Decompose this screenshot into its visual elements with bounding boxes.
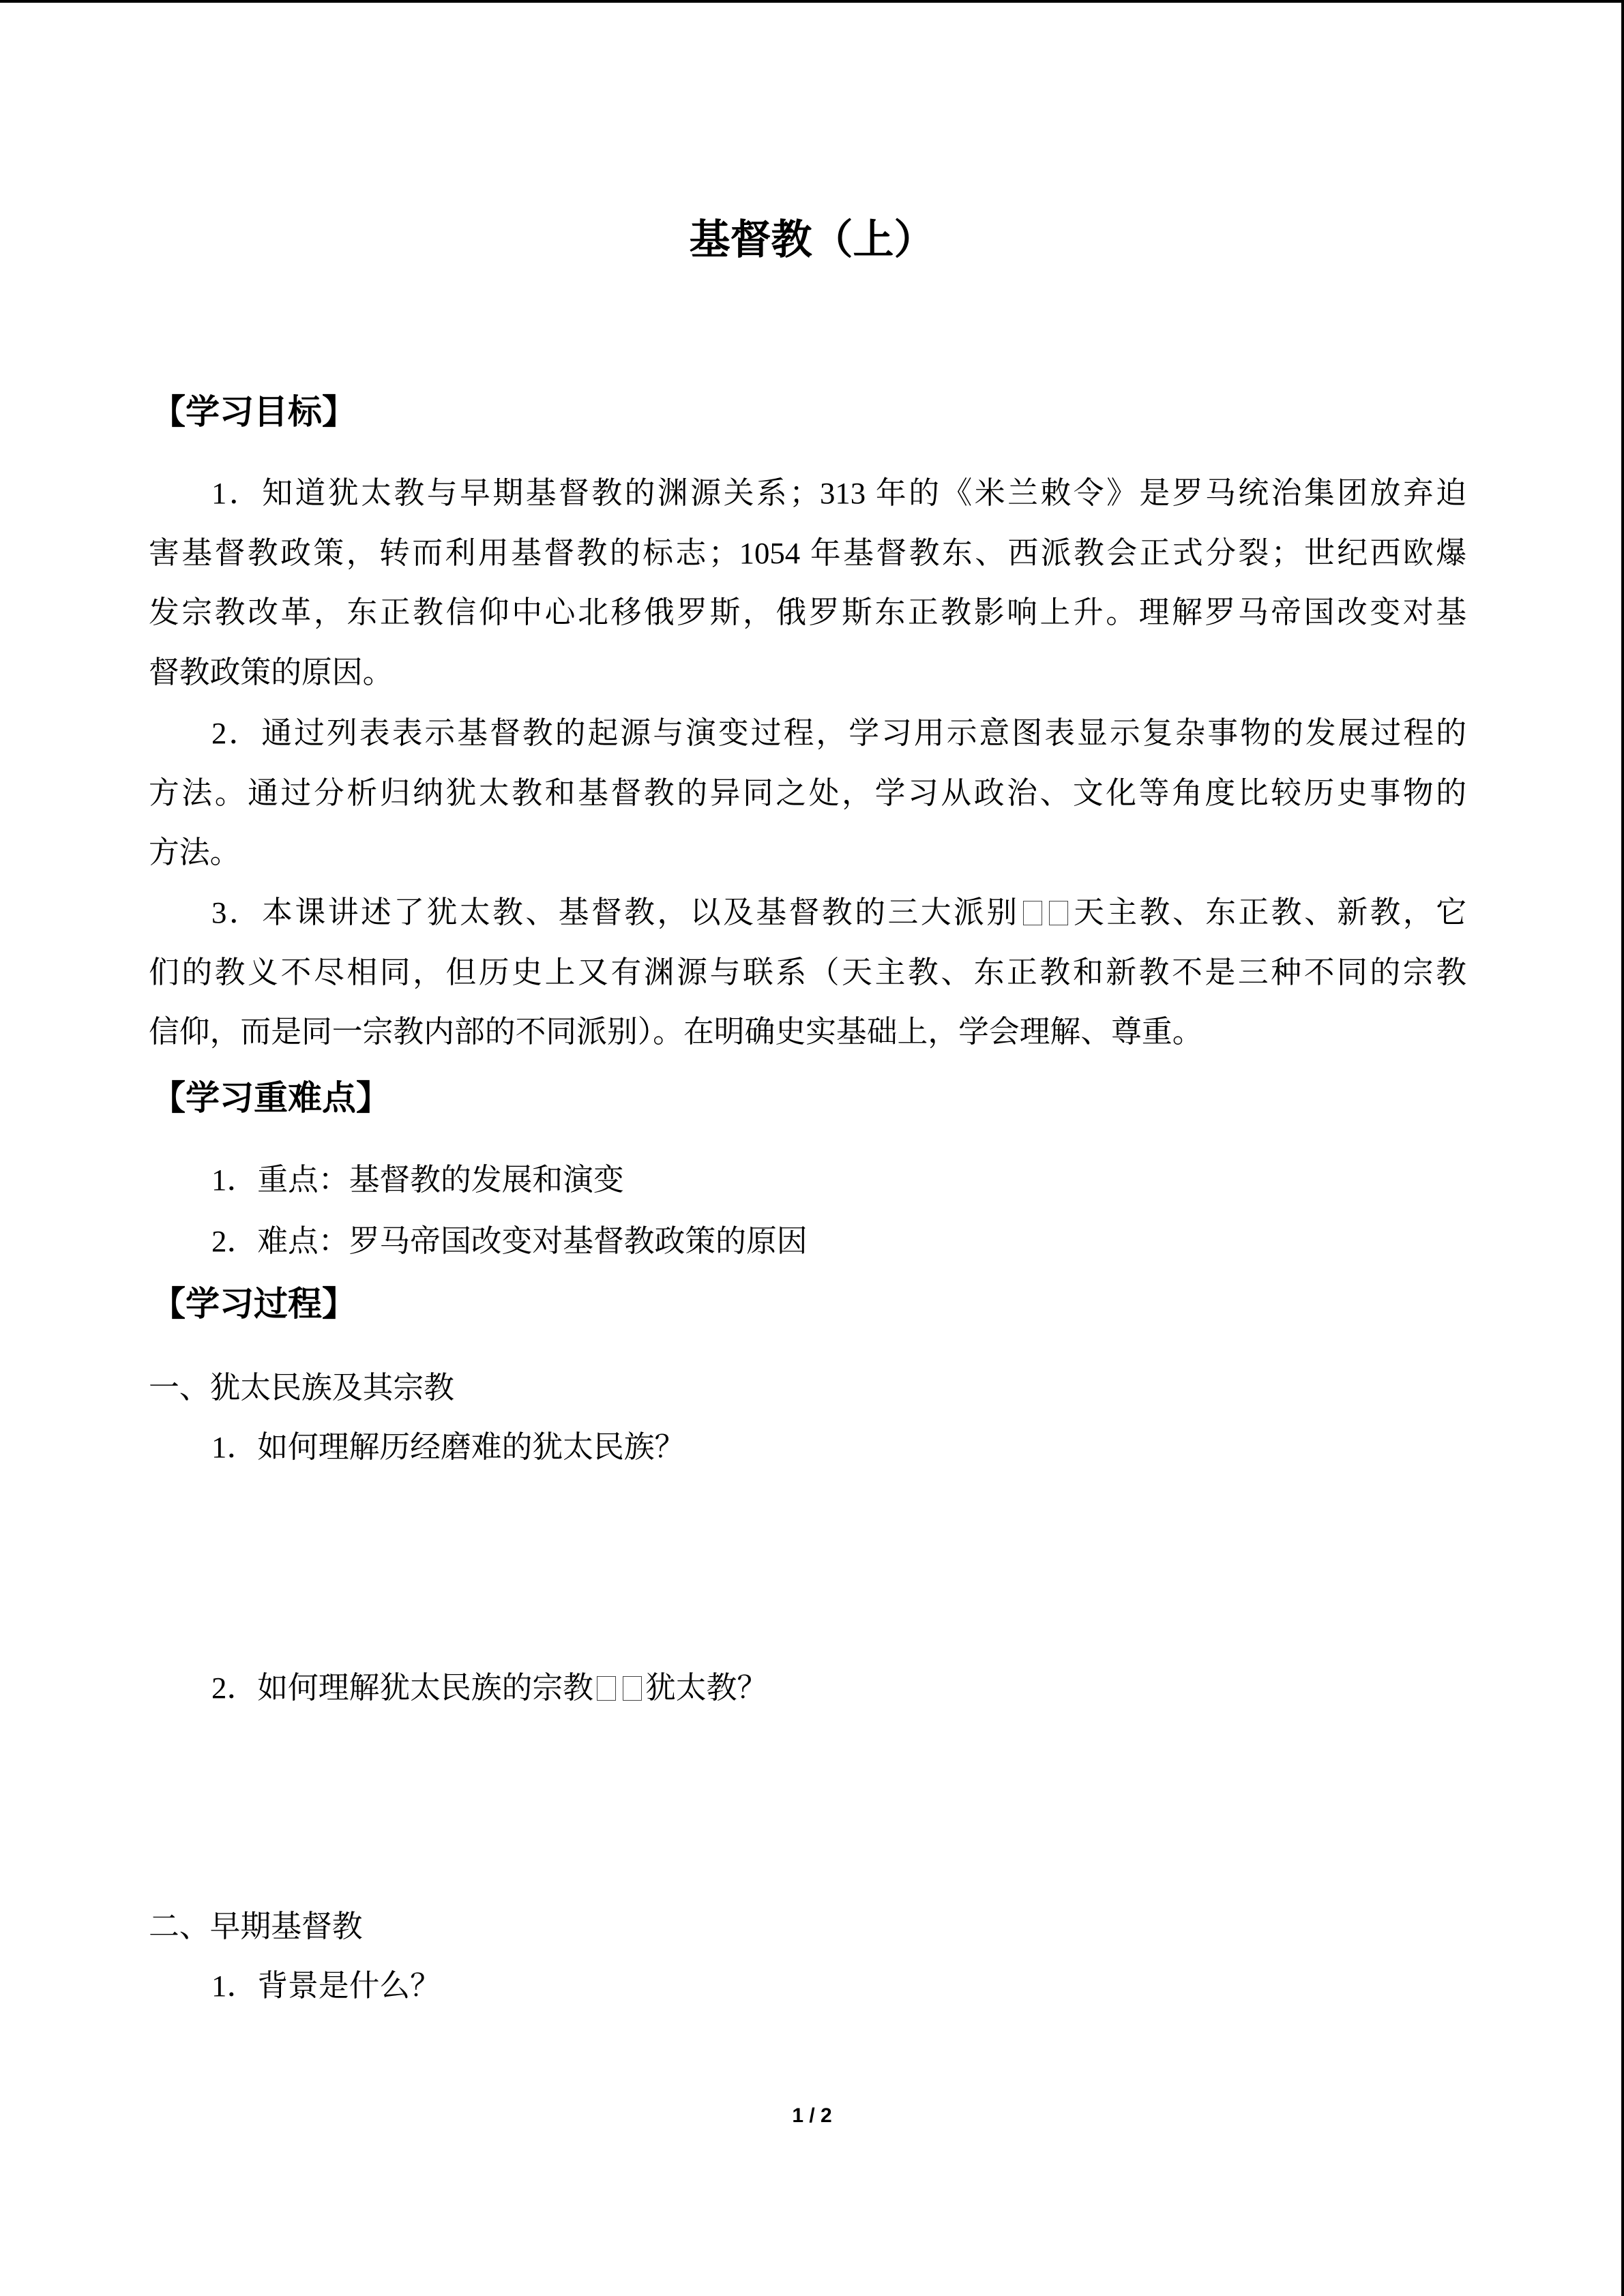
key-point-item: 1．重点：基督教的发展和演变 <box>211 1163 624 1197</box>
paragraph-line: 信仰，而是同一宗教内部的不同派别）。在明确史实基础上，学会理解、尊重。 <box>149 1015 1203 1049</box>
document-title: 基督教（上） <box>689 218 935 263</box>
section-heading-key-points: 【学习重难点】 <box>151 1079 390 1117</box>
subsection-title-jewish-people: 一、犹太民族及其宗教 <box>149 1371 454 1405</box>
page-frame-right-border <box>1621 0 1624 2296</box>
missing-glyph-box <box>1023 901 1042 925</box>
text-part: 犹太教？ <box>645 1671 768 1705</box>
paragraph-line: 督教政策的原因。 <box>149 655 394 690</box>
text-part: 2．如何理解犹太民族的宗教 <box>211 1671 593 1705</box>
paragraph-line: 发宗教改革，东正教信仰中心北移俄罗斯，俄罗斯东正教影响上升。理解罗马帝国改变对基 <box>149 595 1466 630</box>
paragraph-line: 方法。 <box>149 835 241 870</box>
objective-paragraph-2 <box>149 704 1466 883</box>
question-item: 1．背景是什么？ <box>211 1969 441 2003</box>
paragraph-line <box>149 883 1466 943</box>
question-item: 1．如何理解历经磨难的犹太民族？ <box>211 1430 685 1464</box>
page-number: 1 / 2 <box>792 2104 832 2127</box>
paragraph-line: 害基督教政策，转而利用基督教的标志；1054 年基督教东、西派教会正式分裂；世纪西欧爆 <box>149 535 1466 570</box>
text-part: 天主教、东正教、新教，它 <box>1071 895 1466 929</box>
page-frame-top-border <box>0 0 1624 3</box>
question-item <box>211 1670 767 1705</box>
paragraph-line: 2．通过列表表示基督教的起源与演变过程，学习用示意图表显示复杂事物的发展过程的 <box>211 716 1466 750</box>
difficult-point-item: 2．难点：罗马帝国改变对基督教政策的原因 <box>211 1224 808 1258</box>
missing-glyph-box <box>1049 901 1068 925</box>
missing-glyph-box <box>597 1676 616 1701</box>
paragraph-line: 方法。通过分析归纳犹太教和基督教的异同之处，学习从政治、文化等角度比较历史事物的 <box>149 775 1466 810</box>
text-part: 3．本课讲述了犹太教、基督教，以及基督教的三大派别 <box>211 895 1020 929</box>
missing-glyph-box <box>623 1676 642 1701</box>
section-heading-process: 【学习过程】 <box>151 1285 356 1323</box>
objective-paragraph-1 <box>149 464 1466 703</box>
section-heading-objectives: 【学习目标】 <box>151 393 356 431</box>
subsection-title-early-christianity: 二、早期基督教 <box>149 1909 363 1943</box>
paragraph-line: 1．知道犹太教与早期基督教的渊源关系；313 年的《米兰敕令》是罗马统治集团放弃迫 <box>211 476 1466 510</box>
objective-paragraph-3 <box>149 883 1466 1062</box>
paragraph-line: 们的教义不尽相同，但历史上又有渊源与联系（天主教、东正教和新教不是三种不同的宗教 <box>149 955 1466 989</box>
